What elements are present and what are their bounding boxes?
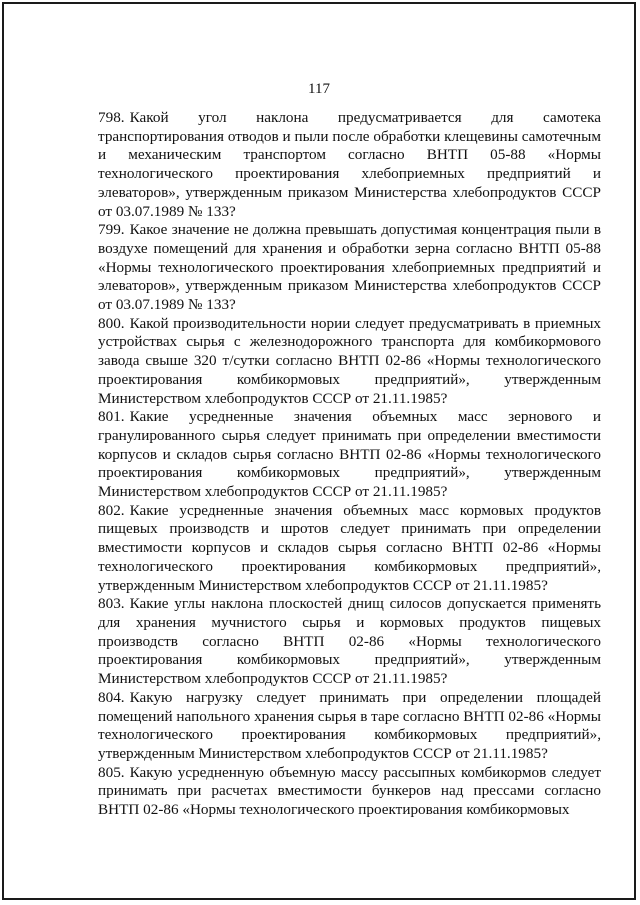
document-page bbox=[2, 2, 636, 900]
question-798 bbox=[98, 109, 601, 221]
question-text: Какие углы наклона плоскостей днищ силосов допускается применять для хранения мучнистого сырья и кормовых продуктов пищевых производств согласно ВНТП 02-86 «Нормы технологического проектирования комбикормовых предприятий», утвержденным Министерством хлебопродуктов СССР от 21.11.1985? bbox=[98, 595, 601, 688]
question-number: 804. bbox=[98, 688, 125, 706]
page-number: 117 bbox=[308, 81, 330, 97]
question-number: 798. bbox=[98, 109, 125, 126]
question-805 bbox=[98, 764, 601, 820]
question-800 bbox=[98, 315, 601, 409]
question-text: Какой производительности нории следует предусматривать в приемных устройствах сырья с железнодорожного транспорта для комбикормового завода свыше 320 т/сутки согласно ВНТП 02-86 «Нормы технологического проектирования комбикормовых предприятий», утвержденным Министерством хлебопродуктов СССР от 21.11.1985? bbox=[98, 314, 601, 407]
question-text: Какую нагрузку следует принимать при определении площадей помещений напольного хранения сырья в таре согласно ВНТП 02-86 «Нормы технологического проектирования комбикормовых предприятий», утвержденным Министерством хлебопродуктов СССР от 21.11.1985? bbox=[98, 688, 601, 762]
question-number: 803. bbox=[98, 595, 125, 613]
question-text: Какой угол наклона предусматривается для самотека транспортирования отводов и пыли после обработки клещевины самотечным и механическим транспортом согласно ВНТП 05-88 «Нормы технологического проектирования хлебоприемных предприятий и элеваторов», утвержденным приказом Министерства хлебопродуктов СССР от 03.07.1989 № 133? bbox=[98, 109, 601, 220]
question-text: Какие усредненные значения объемных масс кормовых продуктов пищевых производств и шротов следует принимать при определении вместимости корпусов и складов сырья согласно ВНТП 02-86 «Нормы технологического проектирования комбикормовых предприятий», утвержденным Министерством хлебопродуктов СССР от 21.11.1985? bbox=[98, 501, 601, 594]
question-text: Какую усредненную объемную массу рассыпных комбикормов следует принимать при расчетах вместимости бункеров над прессами согласно ВНТП 02-86 «Нормы технологического проектирования комбикормовых bbox=[98, 763, 601, 819]
question-text: Какое значение не должна превышать допустимая концентрация пыли в воздухе помещений для хранения и обработки зерна согласно ВНТП 05-88 «Нормы технологического проектирования хлебоприемных предприятий и элеваторов», утвержденным приказом Министерства хлебопродуктов СССР от 03.07.1989 № 133? bbox=[98, 221, 601, 314]
question-number: 802. bbox=[98, 501, 125, 519]
question-799 bbox=[98, 221, 601, 315]
question-list bbox=[98, 109, 601, 820]
question-number: 799. bbox=[98, 221, 125, 239]
question-number: 801. bbox=[98, 408, 125, 426]
question-803 bbox=[98, 595, 601, 689]
question-number: 800. bbox=[98, 314, 125, 332]
question-801 bbox=[98, 408, 601, 502]
question-802 bbox=[98, 502, 601, 596]
question-804 bbox=[98, 689, 601, 764]
question-number: 805. bbox=[98, 763, 125, 781]
question-text: Какие усредненные значения объемных масс зернового и гранулированного сырья следует принимать при определении вместимости корпусов и складов сырья согласно ВНТП 02-86 «Нормы технологического проектирования комбикормовых предприятий», утвержденным Министерством хлебопродуктов СССР от 21.11.1985? bbox=[98, 408, 601, 501]
